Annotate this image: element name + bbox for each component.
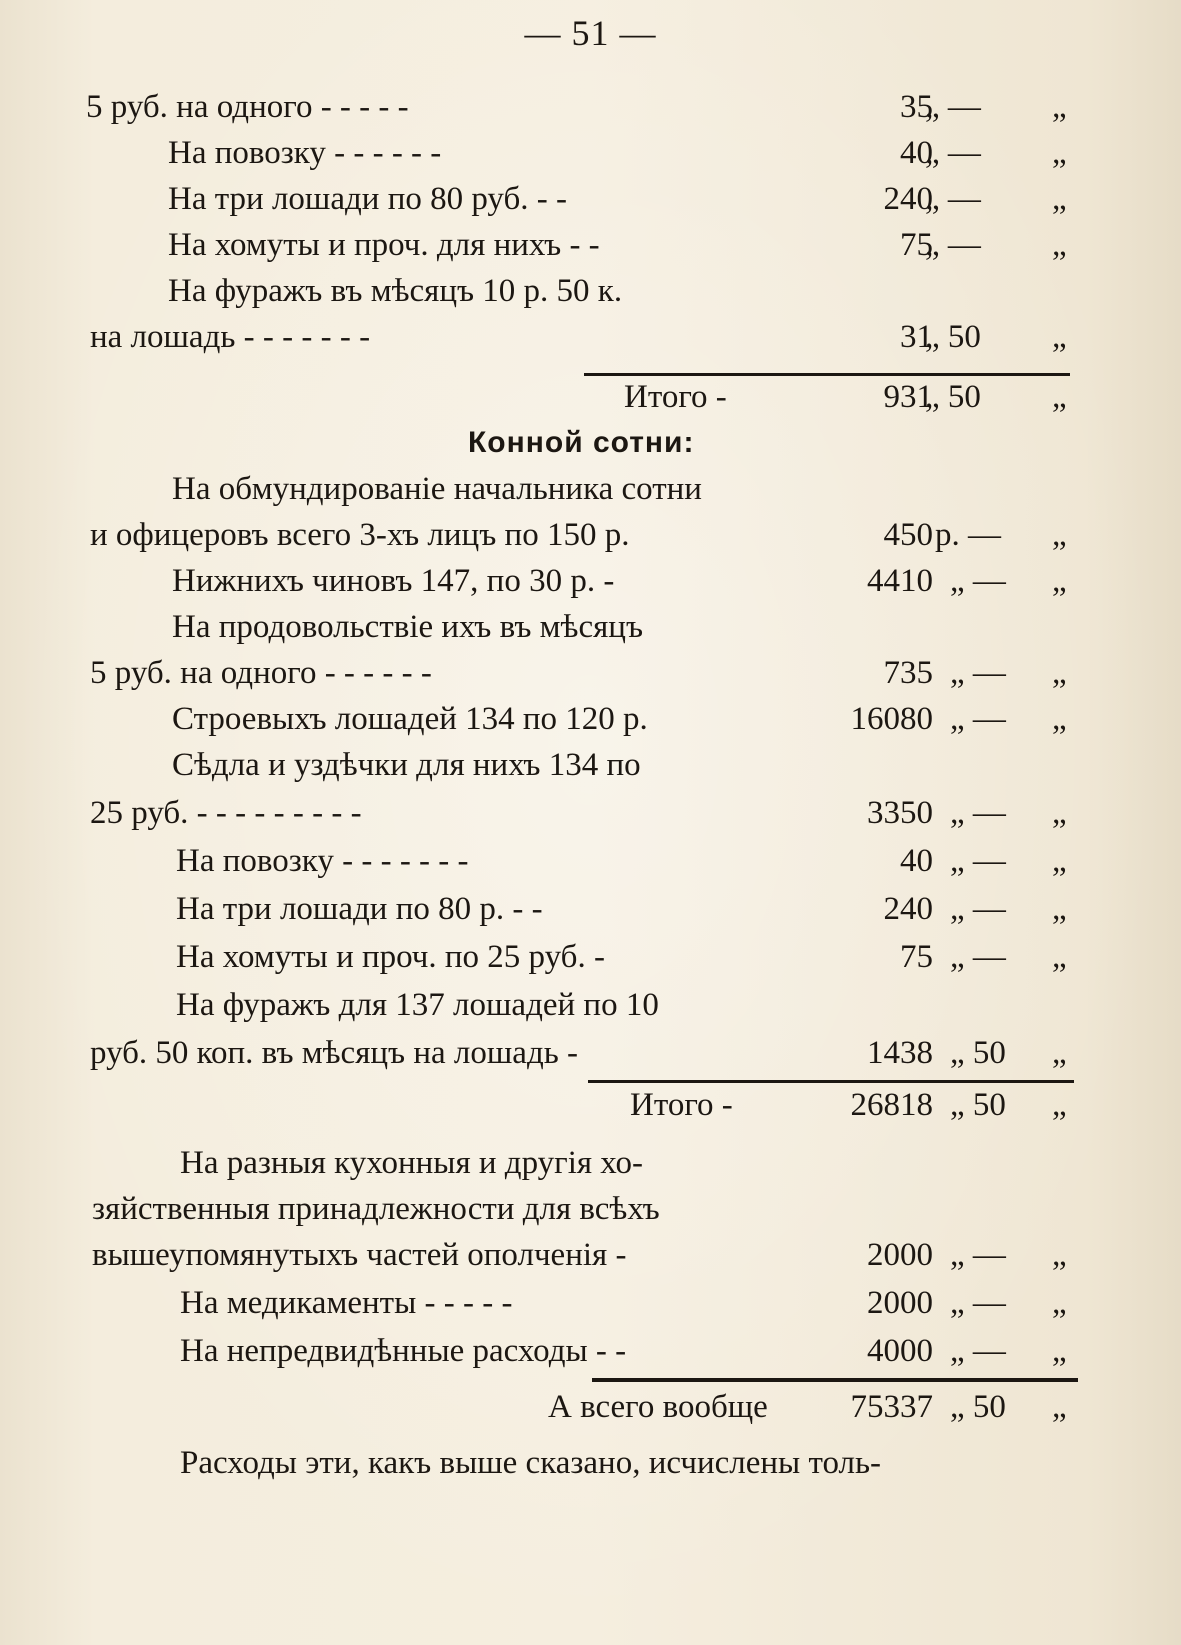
ditto-mark: „ xyxy=(1052,939,1067,975)
ledger-line xyxy=(0,558,1181,604)
ditto-mark: „ xyxy=(1052,1333,1067,1369)
line-text: На хомуты и проч. по 25 руб. - xyxy=(176,939,605,975)
section-heading-line xyxy=(0,420,1181,466)
ditto-mark: „ xyxy=(1052,1087,1067,1123)
ditto-mark: „ xyxy=(1052,1389,1067,1425)
line-text: На повозку - - - - - - xyxy=(168,135,442,171)
amount-rubles: 1438 xyxy=(867,1035,933,1071)
amount-kopecks: „ 50 xyxy=(950,1389,1006,1425)
line-text: На три лошади по 80 руб. - - xyxy=(168,181,567,217)
amount-kopecks: „ — xyxy=(950,1333,1006,1369)
line-text: 25 руб. - - - - - - - - - xyxy=(90,795,362,831)
amount-rubles: 16080 xyxy=(850,701,933,737)
paragraph-line xyxy=(0,1440,1181,1486)
amount-rubles: 240 xyxy=(883,181,933,217)
ditto-mark: „ xyxy=(1052,563,1067,599)
amount-rubles: 75 xyxy=(900,939,933,975)
ditto-mark: „ xyxy=(1052,655,1067,691)
amount-kopecks: „ 50 xyxy=(950,1087,1006,1123)
ledger-line xyxy=(0,1186,1181,1232)
ledger-line xyxy=(0,790,1181,836)
amount-rubles: 26818 xyxy=(850,1087,933,1123)
amount-rubles: 931 xyxy=(883,379,933,415)
subtotal-line xyxy=(0,374,1181,420)
ledger-line xyxy=(0,268,1181,314)
line-text: На продовольствіе ихъ въ мѣсяцъ xyxy=(172,609,644,645)
amount-kopecks: „ — xyxy=(950,939,1006,975)
amount-kopecks: „ — xyxy=(950,891,1006,927)
line-text: зяйственныя принадлежности для всѣхъ xyxy=(92,1191,660,1227)
line-text: На фуражъ въ мѣсяцъ 10 р. 50 к. xyxy=(168,273,623,309)
section-heading: Конной сотни: xyxy=(468,426,695,459)
ditto-mark: „ xyxy=(1052,1237,1067,1273)
amount-kopecks: „ — xyxy=(950,795,1006,831)
line-text: На обмундированіе начальника сотни xyxy=(172,471,702,507)
line-text: Итого - xyxy=(630,1087,733,1123)
line-text: Расходы эти, какъ выше сказано, исчислены толь- xyxy=(180,1445,882,1481)
line-text: Итого - xyxy=(624,379,727,415)
line-text: На три лошади по 80 р. - - xyxy=(176,891,543,927)
amount-kopecks: „ 50 xyxy=(925,379,981,415)
ledger-line xyxy=(0,130,1181,176)
line-text: На разныя кухонныя и другія хо- xyxy=(180,1145,644,1181)
line-text: руб. 50 коп. въ мѣсяцъ на лошадь - xyxy=(90,1035,579,1071)
ledger-line xyxy=(0,604,1181,650)
amount-kopecks: „ — xyxy=(950,843,1006,879)
ledger-line xyxy=(0,466,1181,512)
ledger-line xyxy=(0,1280,1181,1326)
amount-kopecks: „ — xyxy=(950,701,1006,737)
amount-kopecks: „ — xyxy=(950,1285,1006,1321)
amount-rubles: 2000 xyxy=(867,1285,933,1321)
amount-kopecks: „ — xyxy=(950,655,1006,691)
line-text: Строевыхъ лошадей 134 по 120 р. xyxy=(172,701,648,737)
ditto-mark: „ xyxy=(1052,1035,1067,1071)
ledger-line xyxy=(0,982,1181,1028)
amount-kopecks: „ — xyxy=(925,89,981,125)
amount-rubles: 450 xyxy=(883,517,933,553)
ledger-line xyxy=(0,742,1181,788)
ditto-mark: „ xyxy=(1052,517,1067,553)
amount-rubles: 40 xyxy=(900,135,933,171)
ditto-mark: „ xyxy=(1052,1285,1067,1321)
ditto-mark: „ xyxy=(1052,89,1067,125)
amount-kopecks: „ 50 xyxy=(925,319,981,355)
amount-kopecks: „ — xyxy=(950,563,1006,599)
ledger-line xyxy=(0,512,1181,558)
ditto-mark: „ xyxy=(1052,181,1067,217)
line-text: вышеупомянутыхъ частей ополченія - xyxy=(92,1237,627,1273)
line-text: 5 руб. на одного - - - - - xyxy=(86,89,409,125)
ditto-mark: „ xyxy=(1052,701,1067,737)
amount-rubles: 4410 xyxy=(867,563,933,599)
ledger-line xyxy=(0,1232,1181,1278)
line-text: Нижнихъ чиновъ 147, по 30 р. - xyxy=(172,563,615,599)
amount-rubles: 3350 xyxy=(867,795,933,831)
ledger-line xyxy=(0,934,1181,980)
line-text: На хомуты и проч. для нихъ - - xyxy=(168,227,600,263)
amount-rubles: 75 xyxy=(900,227,933,263)
ledger-line xyxy=(0,838,1181,884)
ledger-line xyxy=(0,1030,1181,1076)
amount-kopecks: „ 50 xyxy=(950,1035,1006,1071)
amount-rubles: 735 xyxy=(883,655,933,691)
ditto-mark: „ xyxy=(1052,843,1067,879)
line-text: На повозку - - - - - - - xyxy=(176,843,469,879)
ditto-mark: „ xyxy=(1052,319,1067,355)
ditto-mark: „ xyxy=(1052,891,1067,927)
grand-total-line xyxy=(0,1384,1181,1430)
page-number: — 51 — xyxy=(524,13,657,53)
amount-rubles: 31 xyxy=(900,319,933,355)
ledger-line xyxy=(0,176,1181,222)
ledger-line xyxy=(0,886,1181,932)
amount-rubles: 240 xyxy=(883,891,933,927)
amount-kopecks: „ — xyxy=(925,181,981,217)
line-text: На медикаменты - - - - - xyxy=(180,1285,513,1321)
amount-kopecks: „ — xyxy=(925,227,981,263)
ditto-mark: „ xyxy=(1052,135,1067,171)
ledger-line xyxy=(0,650,1181,696)
amount-kopecks: р. — xyxy=(935,517,1001,553)
line-text: на лошадь - - - - - - - xyxy=(90,319,371,355)
subtotal-line xyxy=(0,1082,1181,1128)
amount-rubles: 40 xyxy=(900,843,933,879)
line-text: и офицеровъ всего 3-хъ лицъ по 150 р. xyxy=(90,517,630,553)
ditto-mark: „ xyxy=(1052,227,1067,263)
amount-rubles: 35 xyxy=(900,89,933,125)
ledger-line xyxy=(0,696,1181,742)
ledger-line xyxy=(0,314,1181,360)
line-text: На непредвидѣнные расходы - - xyxy=(180,1333,627,1369)
ledger-line xyxy=(0,222,1181,268)
amount-rubles: 2000 xyxy=(867,1237,933,1273)
ditto-mark: „ xyxy=(1052,379,1067,415)
ledger-line xyxy=(0,1328,1181,1374)
amount-rubles: 75337 xyxy=(850,1389,933,1425)
line-text: Сѣдла и уздѣчки для нихъ 134 по xyxy=(172,747,641,783)
ledger-line xyxy=(0,1140,1181,1186)
ditto-mark: „ xyxy=(1052,795,1067,831)
line-text: 5 руб. на одного - - - - - - xyxy=(90,655,432,691)
amount-kopecks: „ — xyxy=(950,1237,1006,1273)
amount-kopecks: „ — xyxy=(925,135,981,171)
ledger-line xyxy=(0,84,1181,130)
line-text: А всего вообще xyxy=(548,1389,768,1425)
amount-rubles: 4000 xyxy=(867,1333,933,1369)
grand-total-rule xyxy=(592,1378,1078,1382)
line-text: На фуражъ для 137 лошадей по 10 xyxy=(176,987,659,1023)
